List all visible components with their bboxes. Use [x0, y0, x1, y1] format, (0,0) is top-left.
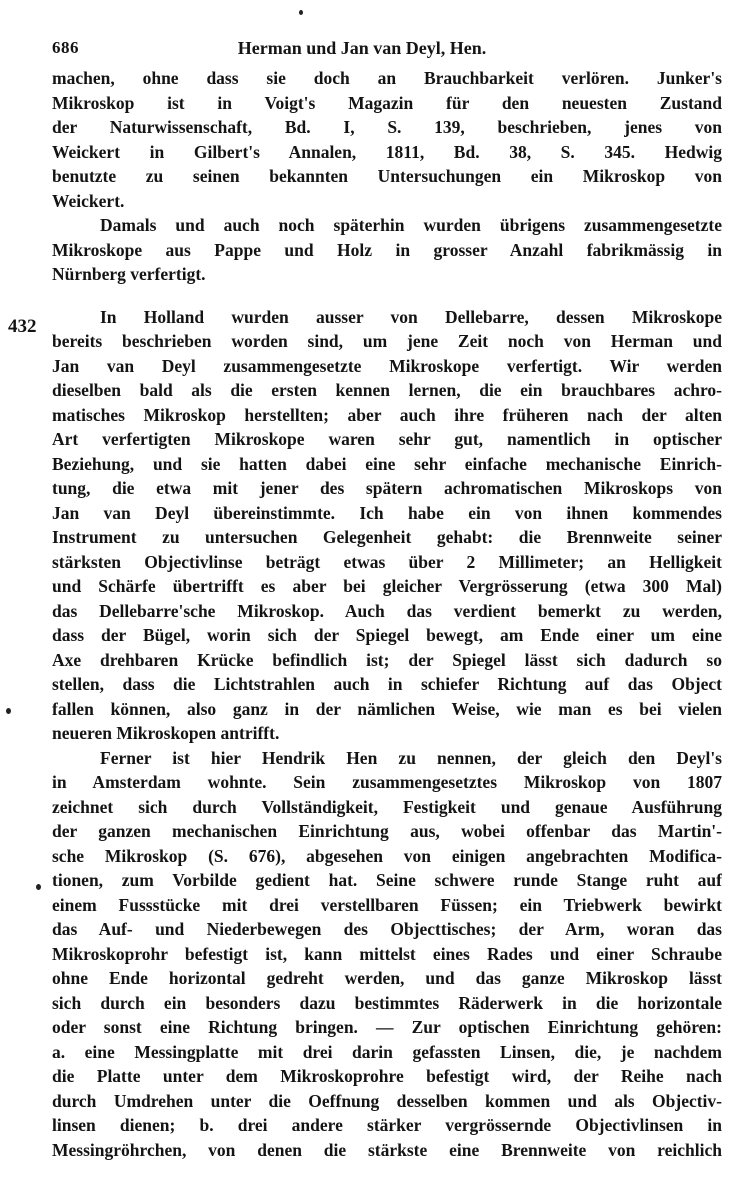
text-line: der ganzen mechanischen Einrichtung aus, wobei offenbar das Martin'- — [52, 821, 722, 841]
running-title: Herman und Jan van Deyl, Hen. — [237, 38, 487, 58]
text-line: stellen, dass die Lichtstrahlen auch in schiefer Richtung auf das Object — [52, 674, 722, 694]
text-line: stärksten Objectivlinse beträgt etwas über 2 Millimeter; an Helligkeit — [52, 551, 722, 572]
text-line: Mikroskope aus Pappe und Holz in grosser Anzahl fabrikmässig in — [52, 239, 722, 260]
text-line: a. eine Messingplatte mit drei darin gefassten Linsen, die, je nachdem — [52, 1041, 722, 1062]
text-line: benutzte zu seinen bekannten Untersuchungen ein Mikroskop von — [52, 166, 722, 186]
text-line: Instrument zu untersuchen Gelegenheit gehabt: die Brennweite seiner — [52, 527, 722, 547]
text-line: Nürnberg verfertigt. — [52, 264, 206, 284]
text-line: das Auf- und Niederbewegen des Objecttisches; der Arm, woran das — [52, 919, 722, 939]
text-line: Jan van Deyl übereinstimmte. Ich habe ein von ihnen kommendes — [52, 502, 722, 523]
text-line: Axe drehbaren Krücke befindlich ist; der Spiegel lässt sich dadurch so — [52, 649, 722, 670]
text-line: in Amsterdam wohnte. Sein zusammengesetztes Mikroskop von 1807 — [52, 772, 722, 792]
text-line: dieselben bald als die ersten kennen lernen, die ein brauchbares achro- — [52, 380, 722, 400]
text-line: Art verfertigten Mikroskope waren sehr gut, namentlich in optischer — [52, 429, 722, 449]
text-line: die Platte unter dem Mikroskoprohre befestigt wird, der Reihe nach — [52, 1066, 722, 1086]
top-ink-mark — [299, 10, 303, 15]
page-number: 686 — [52, 38, 79, 57]
text-line: Damals und auch noch späterhin wurden übrigens zusammengesetzte — [100, 215, 722, 235]
text-line: Weickert in Gilbert's Annalen, 1811, Bd. 38, S. 345. Hedwig — [52, 141, 722, 162]
text-line: neueren Mikroskopen antrifft. — [52, 723, 280, 743]
text-line: Weickert. — [52, 190, 125, 211]
text-line: bereits beschrieben worden sind, um jene Zeit noch von Herman und — [52, 331, 722, 351]
text-line: Mikroskop ist in Voigt's Magazin für den neuesten Zustand — [52, 92, 722, 113]
text-line: Mikroskoprohr befestigt ist, kann mittelst eines Rades und einer Schraube — [52, 943, 722, 964]
text-line: Jan van Deyl zusammengesetzte Mikroskope verfertigt. Wir werden — [52, 355, 722, 376]
text-line: matisches Mikroskop herstellten; aber auch ihre früheren nach der alten — [52, 404, 722, 425]
body-text — [52, 66, 722, 1162]
text-line: Ferner ist hier Hendrik Hen zu nennen, der gleich den Deyl's — [100, 747, 722, 768]
text-line: einem Fussstücke mit drei verstellbaren Füssen; ein Triebwerk bewirkt — [52, 894, 722, 915]
text-line: Messingröhrchen, von denen die stärkste eine Brennweite von reichlich — [52, 1139, 722, 1160]
text-line: Beziehung, und sie hatten dabei eine sehr einfache mechanische Einrich- — [52, 453, 722, 474]
text-line: zeichnet sich durch Vollständigkeit, Festigkeit und genaue Ausführung — [52, 796, 722, 817]
page-header — [52, 38, 722, 62]
text-line: sche Mikroskop (S. 676), abgesehen von einigen angebrachten Modifica- — [52, 845, 722, 866]
margin-ink-mark — [36, 884, 41, 890]
text-line: dass der Bügel, worin sich der Spiegel bewegt, am Ende einer um eine — [52, 625, 722, 645]
text-line: machen, ohne dass sie doch an Brauchbarkeit verlören. Junker's — [52, 68, 722, 88]
text-line: ohne Ende horizontal gedreht werden, und das ganze Mikroskop lässt — [52, 968, 722, 988]
text-line: sich durch ein besonders dazu bestimmtes Räderwerk in die horizontale — [52, 992, 722, 1013]
text-line: tionen, zum Vorbilde gedient hat. Seine schwere runde Stange ruht auf — [52, 870, 722, 890]
text-line: durch Umdrehen unter die Oeffnung desselben kommen und als Objectiv- — [52, 1090, 722, 1111]
section-gap — [52, 287, 722, 305]
text-line: und Schärfe übertrifft es aber bei gleicher Vergrösserung (etwa 300 Mal) — [52, 576, 722, 596]
text-line: linsen dienen; b. drei andere stärker vergrössernde Objectivlinsen in — [52, 1115, 722, 1135]
text-line: tung, die etwa mit jener des spätern achromatischen Mikroskops von — [52, 478, 722, 498]
text-line: fallen können, also ganz in der nämlichen Weise, wie man es bei vielen — [52, 698, 722, 719]
margin-ink-mark — [6, 708, 11, 714]
text-line: der Naturwissenschaft, Bd. I, S. 139, beschrieben, jenes von — [52, 117, 722, 137]
text-line: In Holland wurden ausser von Dellebarre, dessen Mikroskope — [100, 306, 722, 327]
text-line: das Dellebarre'sche Mikroskop. Auch das verdient bemerkt zu werden, — [52, 600, 722, 621]
section-number: 432 — [8, 316, 37, 337]
text-line: oder sonst eine Richtung bringen. — Zur optischen Einrichtung gehören: — [52, 1017, 722, 1037]
